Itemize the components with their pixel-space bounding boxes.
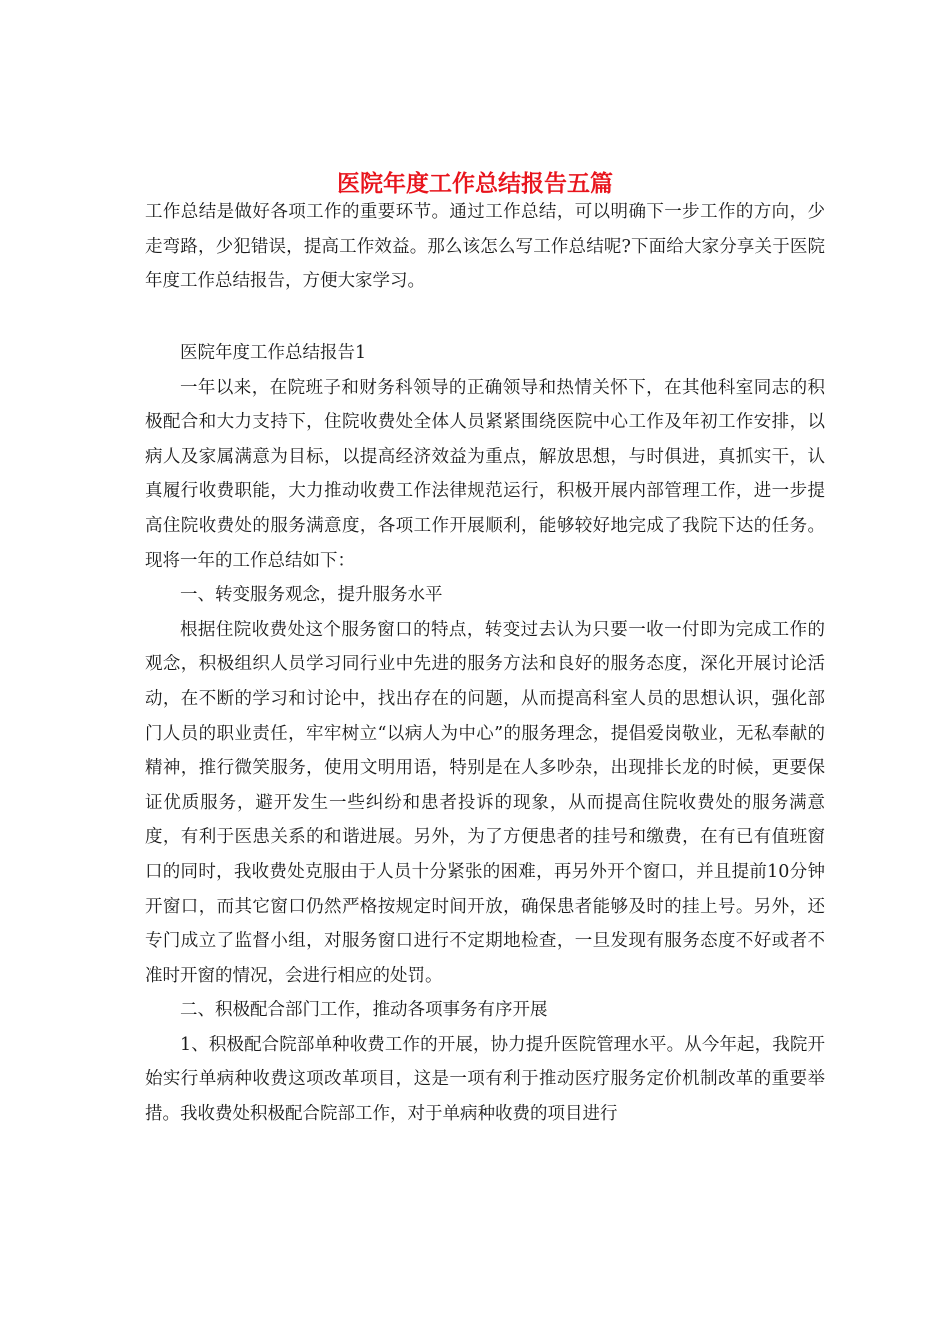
body-paragraph: 一年以来，在院班子和财务科领导的正确领导和热情关怀下，在其他科室同志的积极配合和大力支持下，住院收费处全体人员紧紧围绕医院中心工作及年初工作安排，以病人及家属满意为目标，以提高经济效益为重点，解放思想，与时俱进，真抓实干，认真履行收费职能，大力推动收费工作法律规范运行，积极开展内部管理工作，进一步提高住院收费处的服务满意度，各项工作开展顺利，能够较好地完成了我院下达的任务。现将一年的工作总结如下：	[145, 377, 825, 571]
document-title: 医院年度工作总结报告五篇	[337, 170, 613, 198]
intro-paragraph: 工作总结是做好各项工作的重要环节。通过工作总结，可以明确下一步工作的方向，少走弯路，少犯错误，提高工作效益。那么该怎么写工作总结呢?下面给大家分享关于医院年度工作总结报告，方便大家学习。	[145, 202, 825, 292]
body-paragraph: 1、积极配合院部单种收费工作的开展，协力提升医院管理水平。从今年起，我院开始实行单病种收费这项改革项目，这是一项有利于推动医疗服务定价机制改革的重要举措。我收费处积极配合院部工作，对于单病种收费的项目进行	[145, 1034, 825, 1125]
report-heading: 医院年度工作总结报告1	[180, 343, 367, 363]
intro-section	[145, 195, 825, 299]
section-heading: 二、积极配合部门工作，推动各项事务有序开展	[180, 1000, 548, 1021]
body-paragraph: 根据住院收费处这个服务窗口的特点，转变过去认为只要一收一付即为完成工作的观念，积极组织人员学习同行业中先进的服务方法和良好的服务态度，深化开展讨论活动，在不断的学习和讨论中，找出存在的问题，从而提高科室人员的思想认识，强化部门人员的职业责任，牢牢树立“以病人为中心”的服务理念，提倡爱岗敬业，无私奉献的精神，推行微笑服务，使用文明用语，特别是在人多吵杂，出现排长龙的时候，更要保证优质服务，避开发生一些纠纷和患者投诉的现象，从而提高住院收费处的服务满意度，有利于医患关系的和谐进展。另外，为了方便患者的挂号和缴费，在有已有值班窗口的同时，我收费处克服由于人员十分紧张的困难，再另外开个窗口，并且提前10分钟开窗口，而其它窗口仍然严格按规定时间开放，确保患者能够及时的挂上号。另外，还专门成立了监督小组，对服务窗口进行不定期地检查，一旦发现有服务态度不好或者不准时开窗的情况，会进行相应的处罚。	[145, 619, 825, 986]
report-body	[145, 336, 825, 1132]
section-heading: 一、转变服务观念，提升服务水平	[180, 585, 443, 606]
